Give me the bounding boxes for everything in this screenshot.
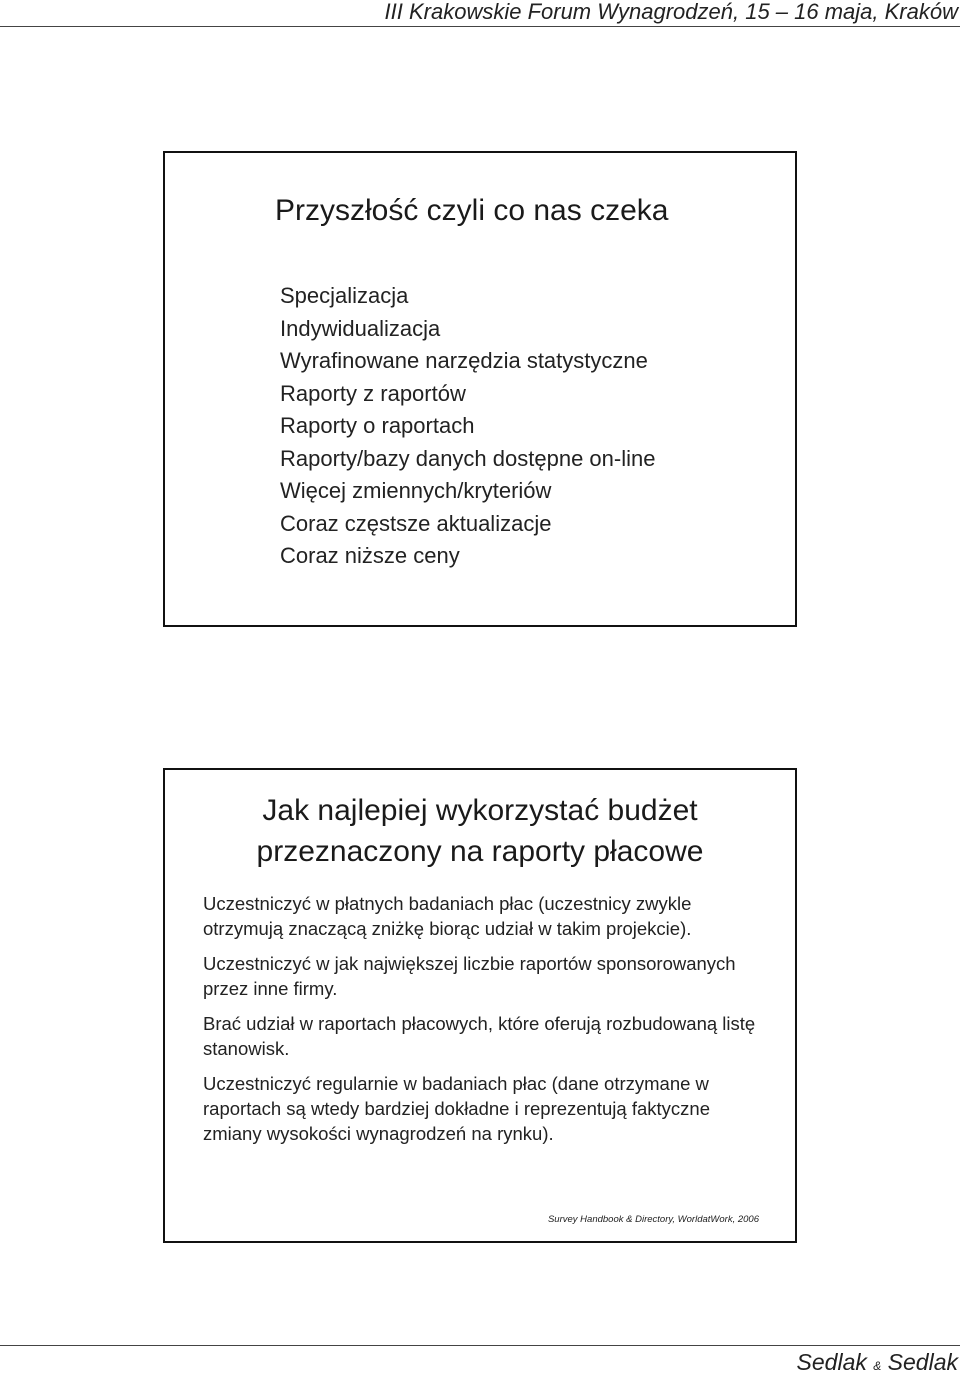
slide-future [163,151,797,627]
future-trends-list [280,280,655,573]
tip-paragraph: Uczestniczyć w płatnych badaniach płac (uczestnicy zwykle otrzymują znaczącą zniżkę biorąc udział w takim projekcie). [203,893,692,939]
slide-title: Przyszłość czyli co nas czeka [275,194,669,227]
footer-brand [797,1349,958,1379]
header-divider [0,26,960,27]
list-item: Więcej zmiennych/kryteriów [280,478,552,503]
list-item: Raporty/bazy danych dostępne on-line [280,445,656,471]
list-item: Raporty o raportach [280,413,475,438]
list-item: Indywidualizacja [280,315,441,341]
source-citation: Survey Handbook & Directory, WorldatWork, 2006 [547,1214,759,1225]
list-item: Coraz częstsze aktualizacje [280,510,552,536]
brand-name-right: Sedlak [887,1349,958,1375]
brand-ampersand: & [873,1359,882,1373]
slide-title-line: Jak najlepiej wykorzystać budżet [262,794,698,827]
slide-title-line: przeznaczony na raporty płacowe [256,835,704,868]
brand-name-left: Sedlak [796,1349,867,1375]
list-item: Specjalizacja [280,283,409,308]
budget-tips [203,891,773,1156]
page-header: III Krakowskie Forum Wynagrodzeń, 15 – 16 maja, Kraków [384,0,958,24]
slide-title [165,790,795,872]
tip-paragraph: Brać udział w raportach płacowych, które oferują rozbudowaną listę stanowisk. [203,1013,756,1059]
list-item: Wyrafinowane narzędzia statystyczne [280,348,648,373]
footer-divider [0,1345,960,1346]
list-item: Raporty z raportów [280,380,466,406]
list-item: Coraz niższe ceny [280,543,460,568]
tip-paragraph: Uczestniczyć w jak największej liczbie raportów sponsorowanych przez inne firmy. [203,953,736,999]
tip-paragraph: Uczestniczyć regularnie w badaniach płac (dane otrzymane w raportach są wtedy bardziej dokładne i reprezentują faktyczne zmiany wysokości wynagrodzeń na rynku). [203,1073,710,1144]
slide-budget [163,768,797,1243]
